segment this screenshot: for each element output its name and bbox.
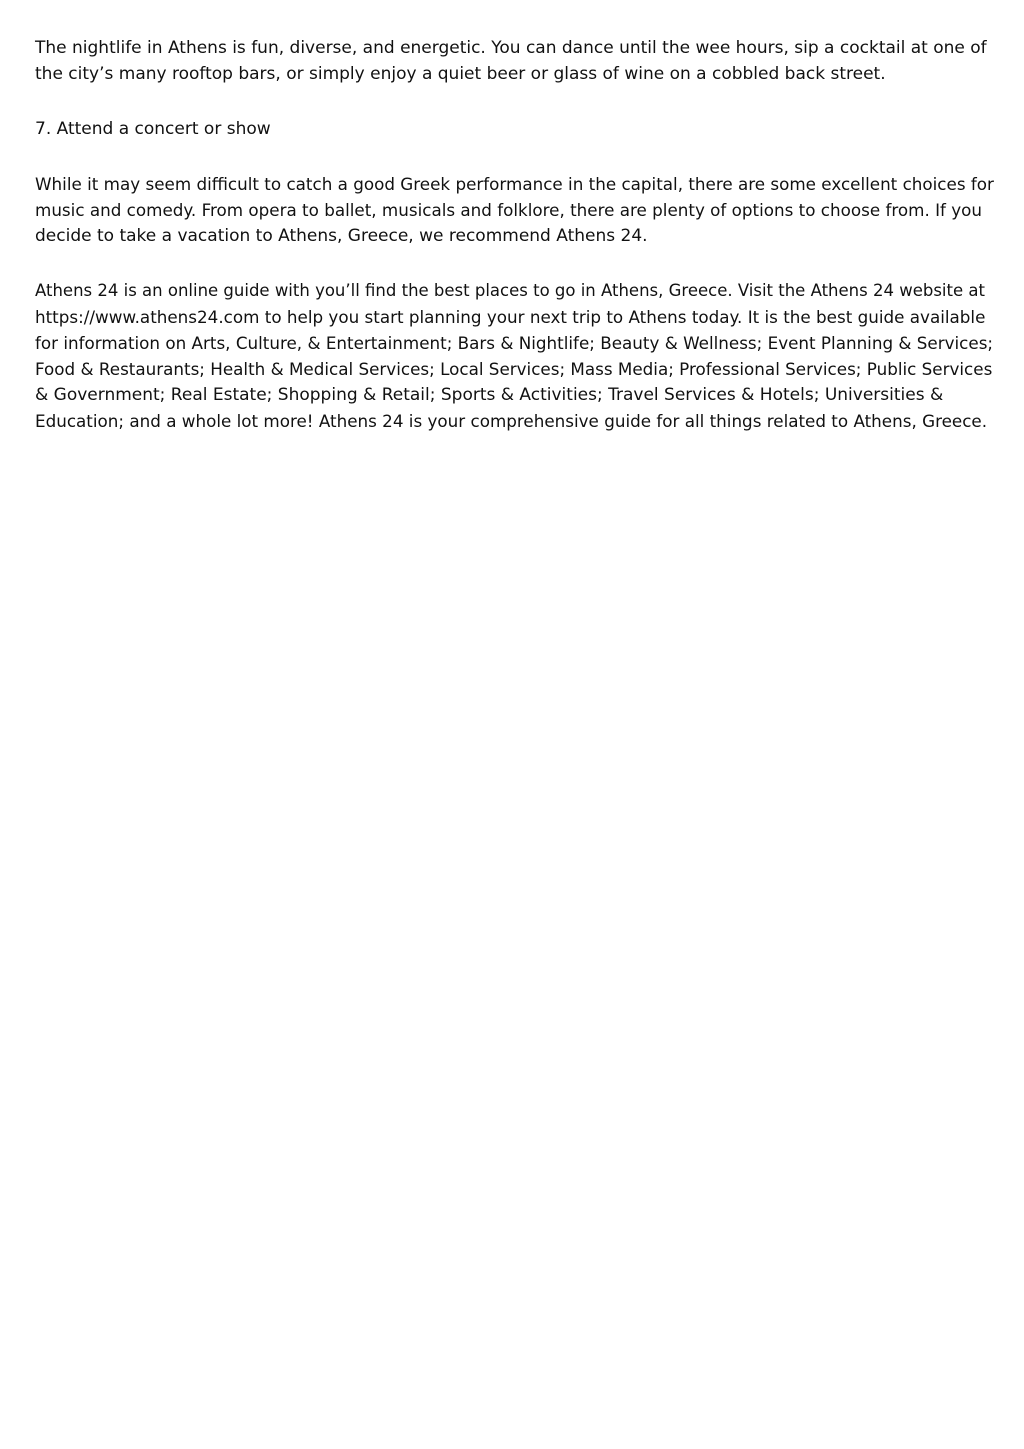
- section-heading-concert: [35, 116, 995, 142]
- text-line: the city’s many rooftop bars, or simply enjoy a quiet beer or glass of wine on a cobbled back street.: [35, 64, 886, 84]
- text-line: 7. Attend a concert or show: [35, 119, 271, 139]
- text-line: https://www.athens24.com to help you start planning your next trip to Athens today. It is the best guide available: [35, 307, 986, 327]
- paragraph-performance: [35, 171, 995, 249]
- paragraph-athens24: [35, 278, 995, 434]
- paragraph-nightlife: [35, 35, 995, 87]
- text-line: decide to take a vacation to Athens, Greece, we recommend Athens 24.: [35, 226, 648, 246]
- text-line: for information on Arts, Culture, & Entertainment; Bars & Nightlife; Beauty & Wellness; Event Planning & Services;: [35, 333, 994, 353]
- text-line: Food & Restaurants; Health & Medical Services; Local Services; Mass Media; Professional Services; Public Services: [35, 359, 993, 379]
- text-line: The nightlife in Athens is fun, diverse, and energetic. You can dance until the wee hours, sip a cocktail at one of: [35, 38, 987, 58]
- text-line: While it may seem difficult to catch a good Greek performance in the capital, there are some excellent choices for: [35, 174, 994, 194]
- text-line: Education; and a whole lot more! Athens 24 is your comprehensive guide for all things related to Athens, Greece.: [35, 411, 988, 431]
- text-line: Athens 24 is an online guide with you’ll find the best places to go in Athens, Greece. Visit the Athens 24 website at: [35, 281, 985, 300]
- text-line: & Government; Real Estate; Shopping & Retail; Sports & Activities; Travel Services & Hotels; Universities &: [35, 385, 944, 405]
- text-line: music and comedy. From opera to ballet, musicals and folklore, there are plenty of options to choose from. If you: [35, 200, 983, 220]
- document-body: [35, 35, 995, 434]
